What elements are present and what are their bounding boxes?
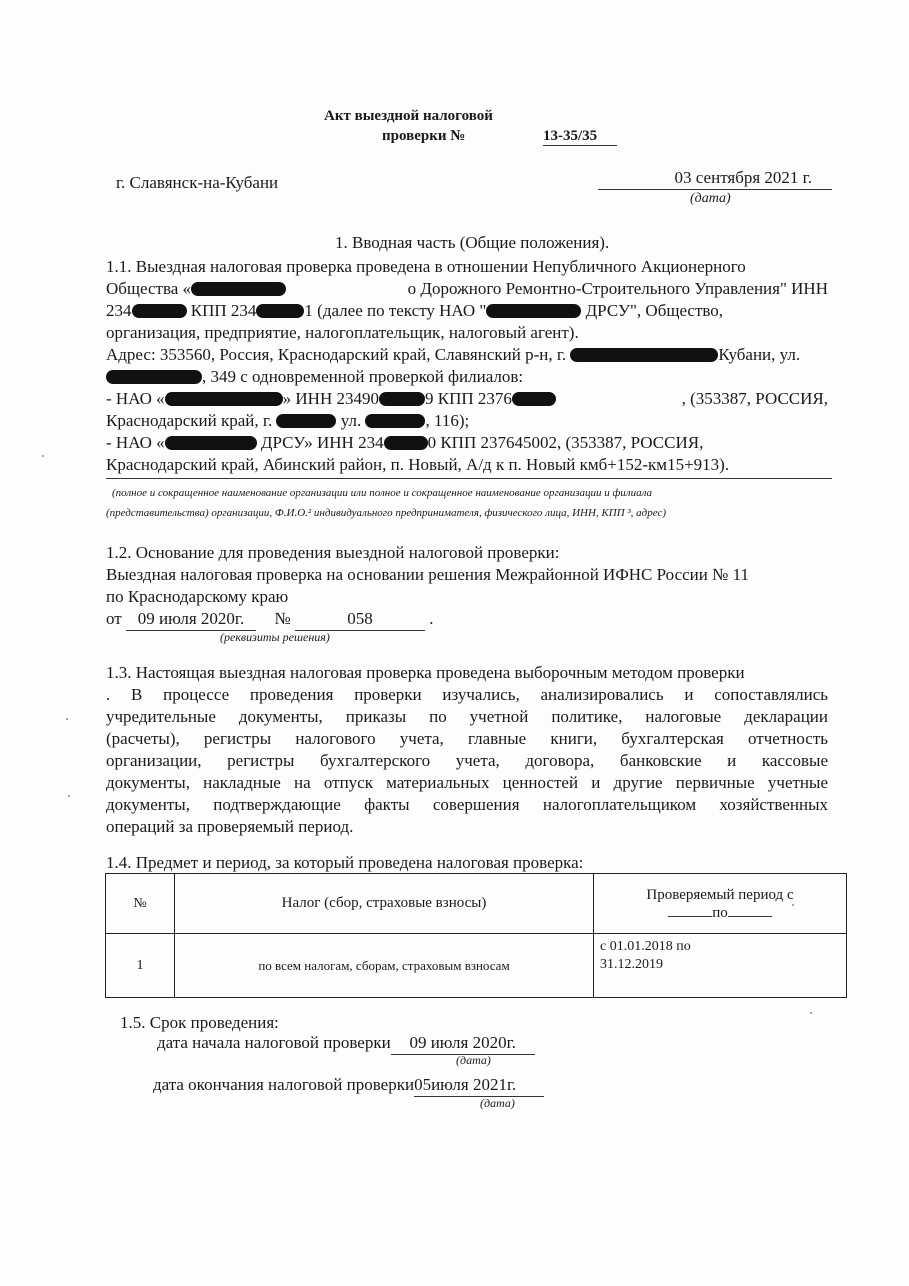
p1-3-line1: 1.3. Настоящая выездная налоговая проверка проведена выборочным методом проверки: [106, 663, 745, 682]
p1-1-line5: Адрес: 353560, Россия, Краснодарский край, Славянский р-н, г. Кубани, ул.: [106, 345, 801, 364]
p1-5-end-line: дата окончания налоговой проверки05июля 2021г.: [153, 1074, 544, 1097]
table-row: [106, 934, 847, 998]
p1-3-line4: (расчеты), регистры налогового учета, главные книги, бухгалтерская отчетность: [106, 729, 828, 748]
p1-3-line7: документы, подтверждающие факты совершения налогоплательщиком хозяйственных: [106, 795, 828, 814]
p1-3-line5: организации, регистры бухгалтерского учета, договора, банковские и кассовые: [106, 751, 828, 770]
p1-1-line4: организация, предприятие, налогоплательщик, налоговый агент).: [106, 323, 579, 342]
p1-1-line2: Общества « о Дорожного Ремонтно-Строительного Управления" ИНН: [106, 279, 828, 298]
p1-2-caption: (реквизиты решения): [220, 630, 330, 644]
table-header-period: Проверяемый период с по: [594, 874, 847, 934]
redaction-mark: [486, 304, 581, 318]
end-date-caption: (дата): [480, 1096, 515, 1110]
p1-5-heading: 1.5. Срок проведения:: [120, 1013, 279, 1032]
redaction-mark: [106, 370, 202, 384]
p1-1-line6: , 349 с одновременной проверкой филиалов:: [106, 366, 523, 388]
table-header-tax: Налог (сбор, страховые взносы): [175, 874, 594, 934]
p1-2-decision-line: от 09 июля 2020г. № 058 .: [106, 608, 433, 631]
p1-3-line8: операций за проверяемый период.: [106, 817, 354, 836]
date-caption: (дата): [690, 191, 731, 206]
p1-2-line2: по Краснодарскому краю: [106, 587, 289, 606]
section-1-heading: 1. Вводная часть (Общие положения).: [335, 233, 610, 252]
p1-2-heading: 1.2. Основание для проведения выездной налоговой проверки:: [106, 543, 560, 562]
p1-1-caption-line2: (представительства) организации, Ф.И.О.² индивидуального предпринимателя, физического лица, ИНН, КПП ³, адрес): [106, 507, 667, 519]
table-cell-number: 1: [106, 934, 175, 998]
tax-period-table: [105, 873, 847, 998]
p1-4-heading: 1.4. Предмет и период, за который проведена налоговая проверка:: [106, 853, 584, 872]
p1-1-line1: 1.1. Выездная налоговая проверка проведена в отношении Непубличного Акционерного: [106, 257, 746, 276]
scan-speck: [792, 904, 794, 906]
decision-number: 058: [295, 608, 425, 631]
p1-3-line2: . В процессе проведения проверки изучались, анализировались и сопоставлялись: [106, 685, 828, 704]
redaction-mark: [132, 304, 187, 318]
p1-1-line3: 234 КПП 234 1 (далее по тексту НАО " ДРСУ", Общество,: [106, 301, 724, 320]
table-cell-tax: по всем налогам, сборам, страховым взносам: [175, 934, 594, 998]
redaction-mark: [570, 348, 718, 362]
act-title-line2: проверки №: [382, 128, 466, 144]
act-number: 13-35/35: [543, 128, 617, 146]
scan-speck: [68, 795, 70, 797]
decision-date: 09 июля 2020г.: [126, 608, 256, 631]
redaction-mark: [365, 414, 425, 428]
p1-1-line10: Краснодарский край, Абинский район, п. Новый, А/д к п. Новый кмб+152-км15+913).: [106, 455, 730, 474]
scan-speck: [42, 455, 44, 457]
redaction-mark: [512, 392, 556, 406]
start-date-value: 09 июля 2020г.: [391, 1032, 535, 1055]
p1-1-line7: - НАО « » ИНН 23490 9 КПП 2376 , (353387, РОССИЯ,: [106, 389, 828, 408]
table-header-row: [106, 874, 847, 934]
separator-line: [106, 478, 832, 479]
table-cell-period: с 01.01.2018 по 31.12.2019: [594, 934, 847, 998]
redaction-mark: [384, 436, 428, 450]
p1-3-line6: документы, накладные на отпуск материальных ценностей и другие первичные учетные: [106, 773, 828, 792]
document-date: 03 сентября 2021 г.: [598, 167, 832, 190]
redaction-mark: [165, 392, 283, 406]
start-date-caption: (дата): [456, 1053, 491, 1067]
redaction-mark: [256, 304, 304, 318]
p1-1-line9: - НАО « ДРСУ» ИНН 234 0 КПП 237645002, (353387, РОССИЯ,: [106, 433, 704, 452]
scan-speck: [810, 1012, 812, 1014]
p1-2-line1: Выездная налоговая проверка на основании решения Межрайонной ИФНС России № 11: [106, 565, 749, 584]
p1-3-line3: учредительные документы, приказы по учетной политике, налоговые декларации: [106, 707, 828, 726]
redaction-mark: [276, 414, 336, 428]
p1-1-caption-line1: (полное и сокращенное наименование организации или полное и сокращенное наименование организации и филиала: [112, 487, 653, 499]
redaction-mark: [165, 436, 257, 450]
redaction-mark: [379, 392, 425, 406]
p1-5-start-line: дата начала налоговой проверки 09 июля 2020г.: [157, 1032, 535, 1055]
table-header-number: №: [106, 874, 175, 934]
scan-speck: [66, 718, 68, 720]
city: г. Славянск-на-Кубани: [116, 173, 279, 192]
redaction-mark: [191, 282, 286, 296]
act-title-line1: Акт выездной налоговой: [324, 108, 493, 124]
end-date-value: 05июля 2021г.: [414, 1074, 544, 1097]
p1-1-line8: Краснодарский край, г. ул. , 116);: [106, 411, 470, 430]
